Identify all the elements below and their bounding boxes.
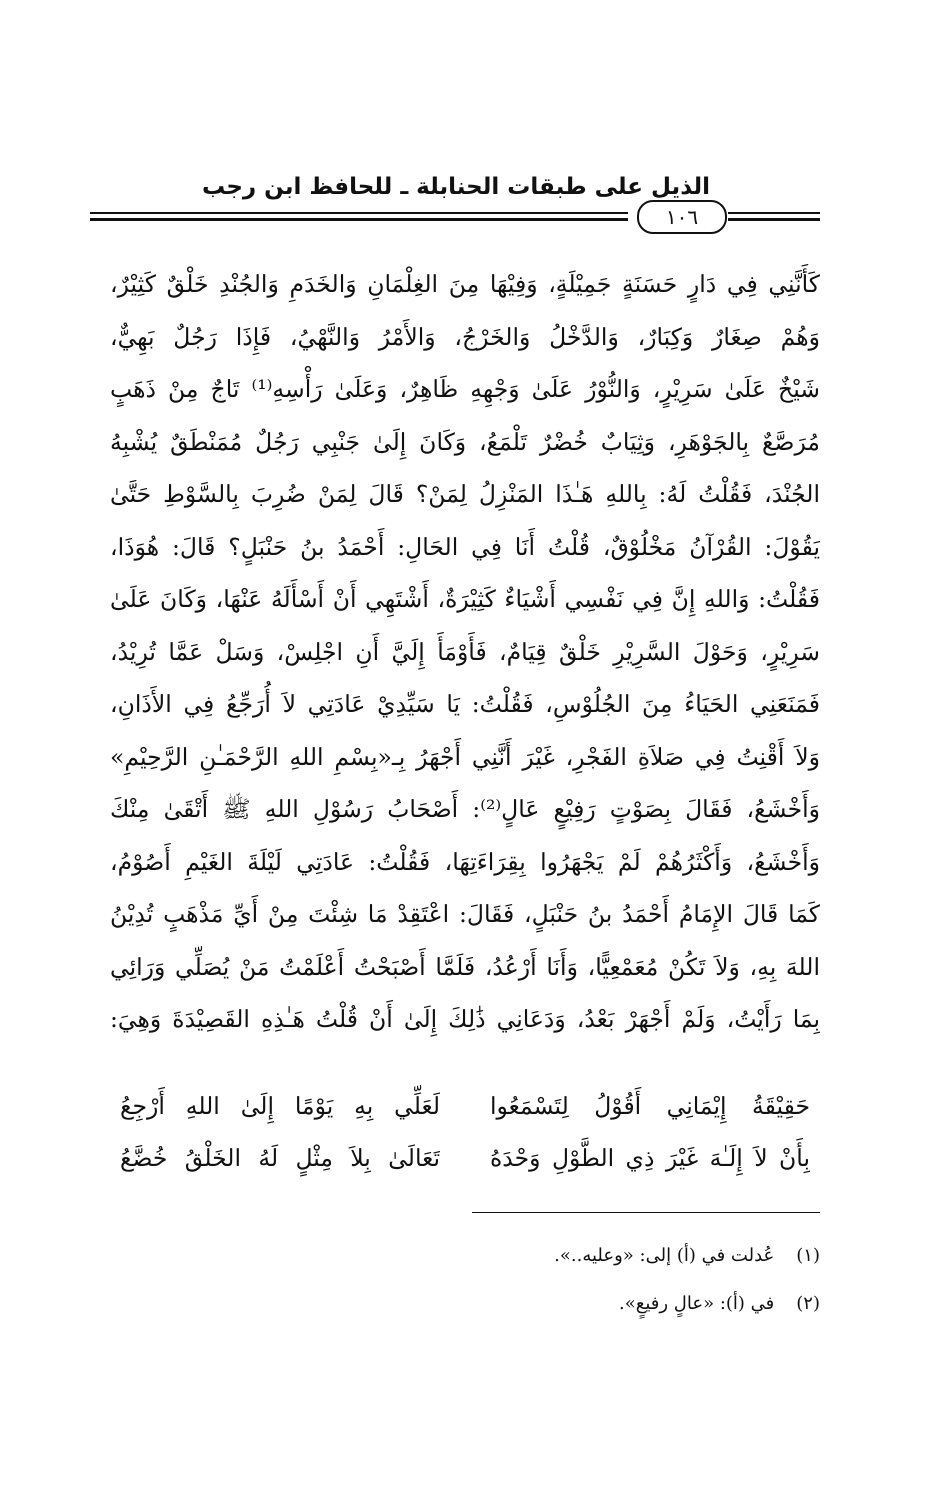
poem-verse: [120, 1132, 810, 1184]
footnote: [554, 1280, 820, 1328]
header-rule: [90, 218, 628, 221]
text-line: فَمَنَعَنِي الحَيَاءُ مِنَ الجُلُوْسِ، فَقُلْتُ: يَا سَيِّدِيْ عَادَتِي لاَ أُرَجِّعُ فِي الأَذَانِ،: [110, 690, 820, 718]
text-line: فَقُلْتُ: وَاللهِ إِنَّ فِي نَفْسِي أَشْيَاءٌ كَثِيْرَةٌ، أَشْتَهِي أَنْ أَسْأَلَهُ عَنْهَا، وَكَانَ عَلَىٰ: [110, 585, 820, 613]
text-line: وَلاَ أَقْنِتُ فِي صَلاَةِ الفَجْرِ، غَيْرَ أَنَّنِي أَجْهَرُ بِـ«بِسْمِ اللهِ الرَّحْمَـٰنِ الرَّحِيْمِ»: [110, 742, 820, 771]
text-line: وَأَخْشَعُ، وَأَكْثَرُهُمْ لَمْ يَجْهَرُوا بِقِرَاءَتِهَا، فَقُلْتُ: عَادَتِي لَيْلَةَ الغَيْمِ أَصُوْمُ،: [110, 847, 820, 876]
text-line: يَقُوْلَ: القُرْآنُ مَخْلُوْقٌ، قُلْتُ أَنَا فِي الحَالِ: أَحْمَدُ بنُ حَنْبَلٍ؟ قَالَ: هُوَذَا،: [110, 532, 820, 561]
footnote-text: عُدلت في (أ) إلى: «وعليه..».: [554, 1245, 775, 1266]
verse-first-half: بِأَنْ لاَ إِلَـٰهَ غَيْرَ ذِي الطَّوْلِ وَحْدَهُ: [490, 1144, 810, 1172]
verse-second-half: تَعَالَىٰ بِلاَ مِثْلٍ لَهُ الخَلْقُ خُضَّعُ: [120, 1144, 440, 1172]
footnote: [554, 1232, 820, 1280]
footnote-number: (٢): [796, 1293, 820, 1314]
text-line: وَهُمْ صِغَارٌ وَكِبَارٌ، وَالدَّخْلُ وَالخَرْجُ، وَالأَمْرُ وَالنَّهْيُ، فَإِذَا رَجُلٌ بَهِيٌّ،: [110, 322, 820, 351]
header-rule: [728, 218, 820, 221]
text-line: مُرَصَّعٌ بِالجَوْهَرِ، وَثِيَابٌ خُضْرٌ تَلْمَعُ، وَكَانَ إِلَىٰ جَنْبِي رَجُلٌ مُمَنْطَقٌ يُشْبِهُ: [110, 427, 820, 456]
text-line: اللهَ بِهِ، وَلاَ تَكُنْ مُعَمْعِيًّا، وَأَنَا أَرْعُدُ، فَلَمَّا أَصْبَحْتُ أَعْلَمْتُ مَنْ يُصَلِّي وَرَائِي: [110, 952, 820, 981]
text-line: كَأَنَّنِي فِي دَارٍ حَسَنَةٍ جَمِيْلَةٍ، وَفِيْهَا مِنَ الغِلْمَانِ وَالخَدَمِ وَالجُنْدِ خَلْقٌ كَثِيْرٌ،: [110, 270, 820, 298]
header-rule: [90, 212, 628, 214]
page-header: [90, 170, 820, 240]
verse-first-half: حَقِيْقَةُ إِيْمَانِي أَقُوْلُ لِتَسْمَعُوا: [490, 1092, 810, 1120]
footnotes: [554, 1232, 820, 1328]
footnote-separator: [472, 1212, 820, 1213]
verse-second-half: لَعَلِّي بِهِ يَوْمًا إِلَىٰ اللهِ أَرْجِعُ: [120, 1092, 440, 1120]
header-rule: [728, 212, 820, 214]
text-line: وَأَخْشَعُ، فَقَالَ بِصَوْتٍ رَفِيْعٍ عَالٍ⁽²⁾: أَصْحَابُ رَسُوْلِ اللهِ ﷺ أَتْقَىٰ مِنْكَ: [110, 795, 820, 823]
text-line: كَمَا قَالَ الإِمَامُ أَحْمَدُ بنُ حَنْبَلٍ، فَقَالَ: اعْتَقِدْ مَا شِئْتَ مِنْ أَيِّ مَذْهَبٍ تُدِيْنُ: [110, 900, 820, 928]
running-title: الذيل على طبقات الحنابلة ـ للحافظ ابن رجب: [201, 174, 710, 200]
page-number: ١٠٦: [637, 200, 727, 234]
body-text: [110, 258, 820, 1046]
poem-verse: [120, 1080, 810, 1132]
text-line: شَيْخٌ عَلَىٰ سَرِيْرٍ، وَالنُّوْرُ عَلَىٰ وَجْهِهِ ظَاهِرٌ، وَعَلَىٰ رَأْسِهِ⁽¹⁾ تَاجٌ مِنْ ذَهَبٍ: [110, 375, 820, 403]
poem: [120, 1080, 810, 1184]
footnote-text: في (أ): «عالٍ رفيعٍ».: [619, 1293, 775, 1314]
text-line: الجُنْدَ، فَقُلْتُ لَهُ: بِاللهِ هَـٰذَا المَنْزِلُ لِمَنْ؟ قَالَ لِمَنْ ضُرِبَ بِالسَّوْطِ حَتَّىٰ: [110, 480, 820, 508]
text-line: سَرِيْرٍ، وَحَوْلَ السَّرِيْرِ خَلْقٌ قِيَامٌ، فَأَوْمَأَ إِلَيَّ أَنِ اجْلِسْ، وَسَلْ عَمَّا تُرِيْدُ،: [110, 637, 820, 666]
text-line: بِمَا رَأَيْتُ، وَلَمْ أَجْهَرْ بَعْدُ، وَدَعَانِي ذَٰلِكَ إِلَىٰ أَنْ قُلْتُ هَـٰذِهِ القَصِيْدَةَ وَهِيَ:: [110, 1005, 820, 1033]
footnote-number: (١): [796, 1245, 820, 1266]
